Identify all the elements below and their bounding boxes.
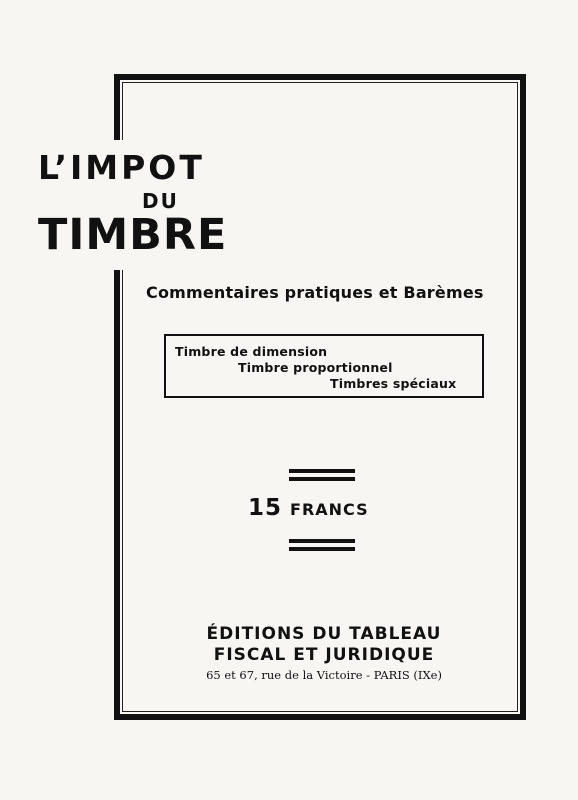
price-amount: 15	[248, 495, 283, 521]
subtitle: Commentaires pratiques et Barèmes	[146, 283, 484, 302]
upper-rule-top	[289, 469, 355, 473]
publisher-address: 65 et 67, rue de la Victoire - PARIS (IXe)	[206, 668, 442, 682]
price-unit: FRANCS	[290, 500, 369, 519]
title-line-2: DU	[142, 189, 179, 213]
upper-rule-bottom	[289, 477, 355, 481]
title-line-1: L’IMPOT	[38, 148, 205, 187]
title-line-3: TIMBRE	[38, 210, 228, 260]
publisher-block	[180, 624, 468, 682]
publisher-name-line-1: ÉDITIONS DU TABLEAU	[206, 624, 442, 644]
categories-box	[164, 334, 484, 398]
category-item: Timbre de dimension	[175, 344, 328, 359]
category-item: Timbres spéciaux	[330, 376, 457, 391]
lower-rule-bottom	[289, 547, 355, 551]
lower-rule-top	[289, 539, 355, 543]
price	[248, 495, 369, 521]
publisher-name-line-2: FISCAL ET JURIDIQUE	[213, 645, 435, 665]
category-item: Timbre proportionnel	[238, 360, 393, 375]
